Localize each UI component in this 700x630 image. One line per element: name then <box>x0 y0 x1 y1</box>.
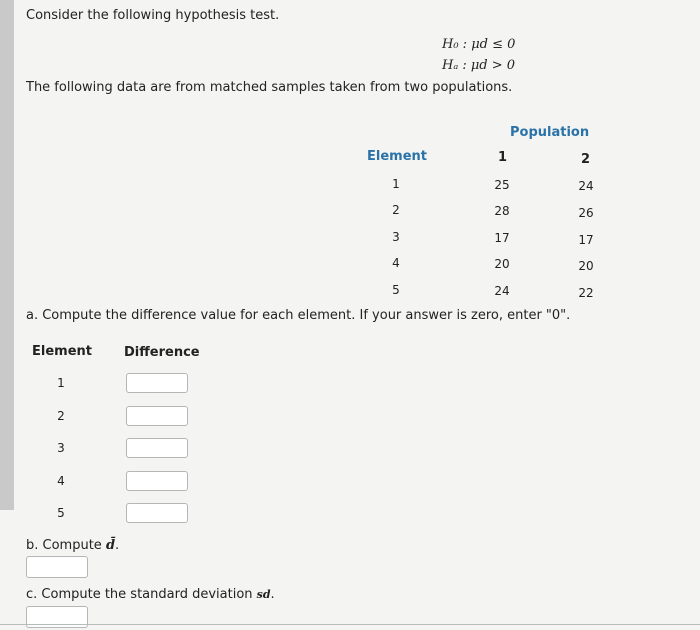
d-bar-input[interactable] <box>26 556 88 578</box>
difference-input-5[interactable] <box>126 503 188 523</box>
table-pop1-4: 20 <box>494 257 510 271</box>
table-pop1-5: 24 <box>494 284 510 298</box>
left-scroll-bar <box>0 0 14 510</box>
difference-input-1[interactable] <box>126 373 188 393</box>
table-pop2-1: 24 <box>578 179 594 193</box>
population-header: Population <box>510 125 590 140</box>
sd-symbol: sd <box>256 588 271 601</box>
table-pop1-2: 28 <box>494 204 510 218</box>
population-1-header: 1 <box>498 150 508 165</box>
part-a-question: a. Compute the difference value for each element. If your answer is zero, enter "0". <box>26 308 571 323</box>
difference-input-4[interactable] <box>126 471 188 491</box>
part-c-question <box>26 587 275 602</box>
answer-element-5: 5 <box>57 506 65 520</box>
bottom-divider <box>0 624 700 625</box>
element-column-header: Element <box>367 149 427 164</box>
null-hypothesis: H₀ : μd ≤ 0 <box>442 37 516 52</box>
table-pop2-3: 17 <box>578 233 594 247</box>
table-element-3: 3 <box>392 230 400 244</box>
alternative-hypothesis: Hₐ : μd > 0 <box>442 58 516 73</box>
answer-difference-header: Difference <box>124 345 200 360</box>
table-pop2-5: 22 <box>578 286 594 300</box>
part-b-suffix: . <box>115 538 120 553</box>
table-element-2: 2 <box>392 203 400 217</box>
d-bar-symbol: d̄ <box>105 538 116 553</box>
table-element-5: 5 <box>392 283 400 297</box>
part-b-label: b. Compute <box>26 538 102 553</box>
difference-input-2[interactable] <box>126 406 188 426</box>
table-pop1-3: 17 <box>494 231 510 245</box>
table-element-4: 4 <box>392 256 400 270</box>
answer-element-4: 4 <box>57 474 65 488</box>
part-c-suffix: . <box>270 587 275 602</box>
answer-element-header: Element <box>32 344 92 359</box>
part-c-label: c. Compute the standard deviation <box>26 587 253 602</box>
part-b-question <box>26 538 119 553</box>
intro-text: Consider the following hypothesis test. <box>26 8 280 23</box>
table-element-1: 1 <box>392 177 400 191</box>
answer-element-1: 1 <box>57 376 65 390</box>
population-2-header: 2 <box>581 152 591 167</box>
answer-element-2: 2 <box>57 409 65 423</box>
difference-input-3[interactable] <box>126 438 188 458</box>
table-pop2-2: 26 <box>578 206 594 220</box>
table-pop1-1: 25 <box>494 178 510 192</box>
answer-element-3: 3 <box>57 441 65 455</box>
data-description: The following data are from matched samples taken from two populations. <box>26 80 513 95</box>
table-pop2-4: 20 <box>578 259 594 273</box>
question-content <box>14 0 700 630</box>
